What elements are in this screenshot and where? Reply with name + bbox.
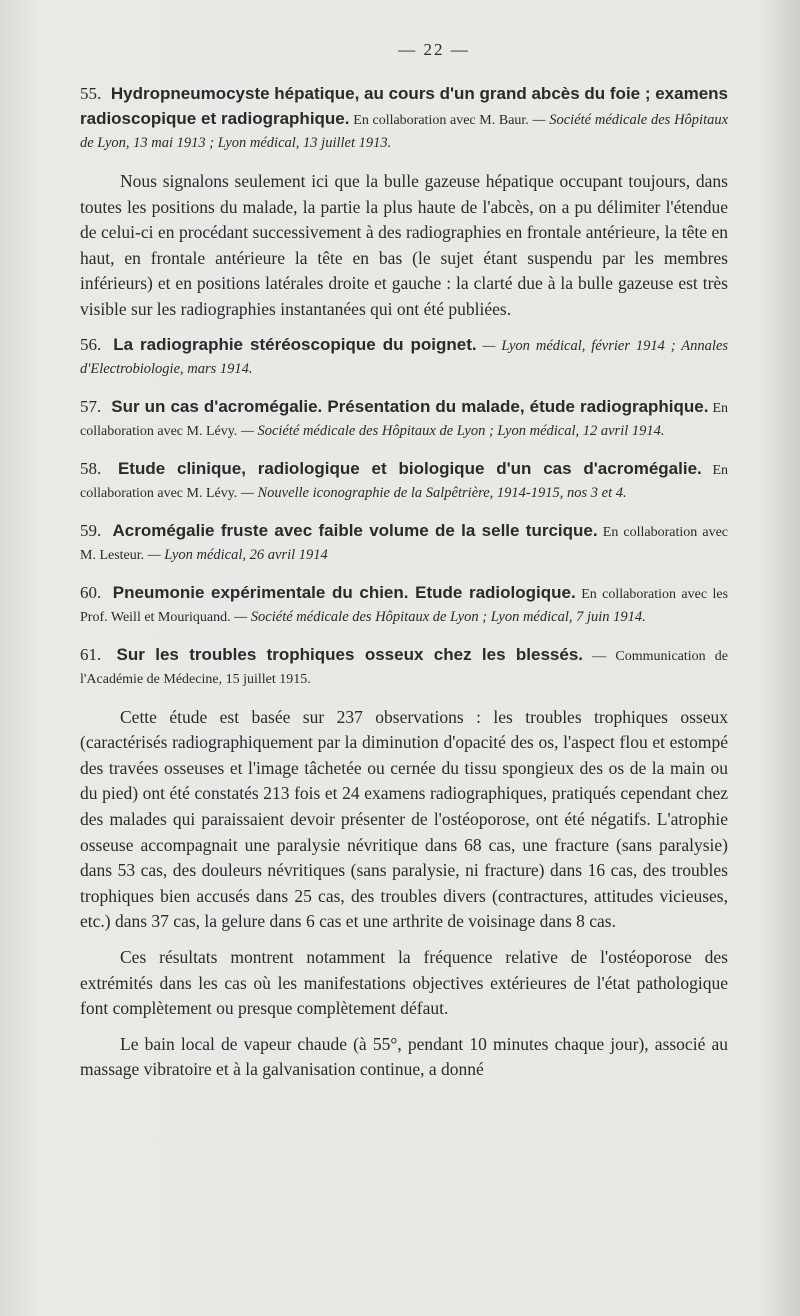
entry-title: Hydropneumocyste hépatique, au cours d'un grand abcès du foie ; examens radioscopique et radiographique.	[80, 84, 728, 128]
entry-text	[80, 581, 728, 629]
entry-text	[80, 457, 728, 505]
bibliography-entry-55	[80, 82, 728, 155]
entry-collaboration: En collaboration avec les Prof. Weill et Mouriquand.	[80, 586, 729, 625]
entry-title: Sur les troubles trophiques osseux chez les blessés.	[116, 644, 584, 664]
entry-title: Sur un cas d'acromégalie. Présentation du malade, étude radiographique.	[111, 396, 709, 416]
entry-reference: — Lyon médical, 26 avril 1914	[147, 546, 328, 563]
page-number: — 22 —	[398, 40, 470, 59]
bibliography-entry-59	[80, 519, 728, 567]
entry-text	[80, 643, 728, 691]
entry-collaboration: En collaboration avec M. Lévy.	[80, 400, 729, 439]
entry-title: Acromégalie fruste avec faible volume de la selle turcique.	[112, 520, 598, 540]
entry-title: La radiographie stéréoscopique du poignet.	[113, 334, 477, 354]
bibliography-entry-61	[80, 643, 728, 691]
entry-title: Pneumonie expérimentale du chien. Etude radiologique.	[112, 582, 576, 602]
entry-text	[80, 519, 728, 567]
entry-collaboration: En collaboration avec M. Lesteur.	[80, 524, 729, 563]
entry-reference: — Société médicale des Hôpitaux de Lyon, 13 mai 1913 ; Lyon médical, 13 juillet 1913.	[80, 112, 729, 151]
entry-text	[80, 395, 728, 443]
entry-collaboration: — Communication de l'Académie de Médecine, 15 juillet 1915.	[80, 648, 729, 687]
entry-collaboration: En collaboration avec M. Lévy.	[80, 462, 729, 501]
paragraph-61-study: Cette étude est basée sur 237 observations : les troubles trophiques osseux (caractérisés radiographiquement par la diminution d'opacité des os, l'aspect flou et estompé des travées osseuses et l'image tâchetée ou cernée du tissu spongieux des os de la main ou du pied) ont été constatés 213 fois et 24 examens radiographiques, pratiqués cependant chez des malades qui paraissaient devoir présenter de l'ostéoporose, ont été négatifs. L'atrophie osseuse accompagnait une paralysie névritique dans 68 cas, une fracture (sans paralysie) dans 53 cas, des douleurs névritiques (sans paralysie, ni fracture) dans 16 cas, des troubles trophiques bien accusés dans 25 cas, des troubles divers (contractures, attitudes vicieuses, etc.) dans 37 cas, la gelure dans 6 cas et une arthrite de voisinage dans 8 cas.	[80, 706, 728, 932]
paragraph-61-treatment: Le bain local de vapeur chaude (à 55°, pendant 10 minutes chaque jour), associé au massage vibratoire et à la galvanisation continue, a donné	[80, 1033, 728, 1080]
entry-reference: — Nouvelle iconographie de la Salpêtrière, 1914-1915, nos 3 et 4.	[240, 484, 627, 501]
entry-number: 57.	[80, 396, 102, 416]
paragraph-55: Nous signalons seulement ici que la bulle gazeuse hépatique occupant toujours, dans toutes les positions du malade, la partie la plus haute de l'abcès, on a pu délimiter l'étendue de celui-ci en procédant successivement à des radiographies en frontale antérieure, la tête en haut, en frontale antérieure la tête en bas (le sujet étant suspendu par les membres inférieurs) et en positions latérales droite et gauche : la clarté due à la bulle gazeuse est très visible sur les radiographies instantanées qui ont été publiées.	[80, 171, 728, 319]
entry-reference: — Société médicale des Hôpitaux de Lyon ; Lyon médical, 12 avril 1914.	[240, 422, 665, 439]
entry-text	[80, 82, 728, 155]
paragraph-61-results: Ces résultats montrent notamment la fréquence relative de l'ostéoporose des extrémités dans les cas où les manifestations objectives extérieures de l'état pathologique font complètement ou presque complètement défaut.	[80, 946, 728, 1019]
entry-number: 55.	[80, 84, 102, 103]
entry-number: 56.	[80, 334, 102, 354]
entry-number: 58.	[80, 458, 102, 478]
entry-title: Etude clinique, radiologique et biologique d'un cas d'acromégalie.	[117, 458, 702, 478]
bibliography-entry-58	[80, 457, 728, 505]
entry-number: 61.	[80, 644, 102, 664]
entry-text	[80, 333, 728, 381]
entry-number: 59.	[80, 520, 102, 540]
entry-reference: — Lyon médical, février 1914 ; Annales d'Electrobiologie, mars 1914.	[80, 337, 729, 377]
entry-collaboration: En collaboration avec M. Baur.	[353, 113, 529, 128]
entry-reference: — Société médicale des Hôpitaux de Lyon ; Lyon médical, 7 juin 1914.	[234, 608, 646, 625]
bibliography-entry-57	[80, 395, 728, 443]
bibliography-entry-56	[80, 333, 728, 381]
bibliography-entry-60	[80, 581, 728, 629]
entry-number: 60.	[80, 582, 102, 602]
